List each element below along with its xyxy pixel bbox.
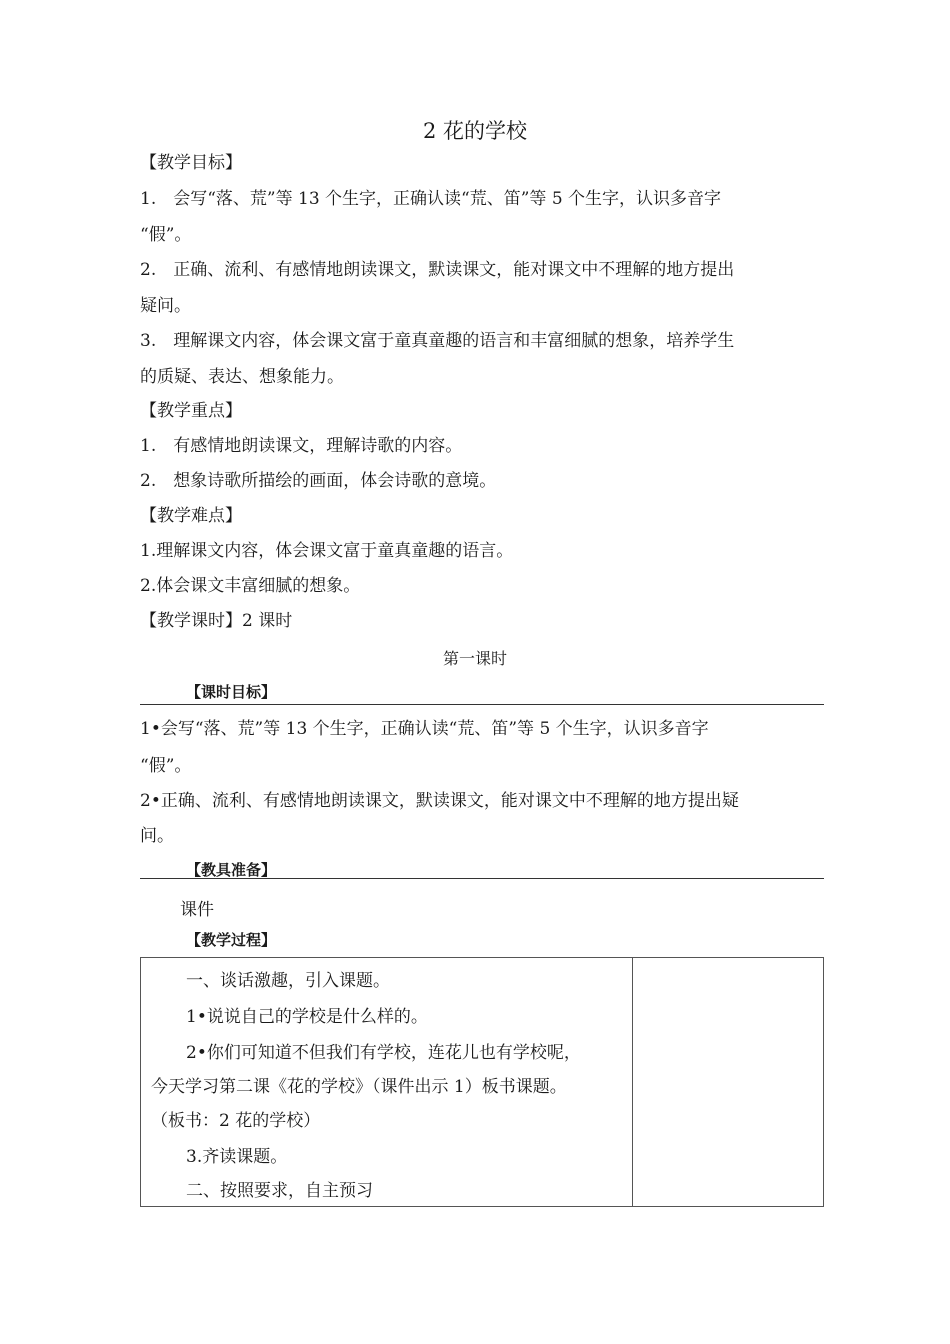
difficulty-line: 1.理解课文内容，体会课文富于童真童趣的语言。 <box>140 541 514 561</box>
table-column-divider <box>632 958 633 1206</box>
materials-text: 课件 <box>180 900 214 920</box>
goal-line: 的质疑、表达、想象能力。 <box>140 367 344 387</box>
objective-line: 2•正确、流利、有感情地朗读课文，默读课文，能对课文中不理解的地方提出疑 <box>140 791 739 811</box>
process-line: 2•你们可知道不但我们有学校，连花儿也有学校呢， <box>186 1043 581 1063</box>
process-line: （板书：2 花的学校） <box>151 1111 321 1131</box>
process-heading: 【教学过程】 <box>186 931 277 949</box>
key-point-line: 1. 有感情地朗读课文，理解诗歌的内容。 <box>140 436 463 456</box>
process-line: 3.齐读课题。 <box>186 1147 288 1167</box>
objectives-heading: 【课时目标】 <box>186 683 277 701</box>
process-line: 1•说说自己的学校是什么样的。 <box>186 1007 428 1027</box>
objective-line: “假”。 <box>140 756 192 776</box>
key-points-heading: 【教学重点】 <box>140 401 242 421</box>
difficulty-line: 2.体会课文丰富细腻的想象。 <box>140 576 361 596</box>
goal-line: “假”。 <box>140 225 192 245</box>
process-table <box>140 957 824 1207</box>
materials-heading: 【教具准备】 <box>186 861 277 879</box>
difficulties-heading: 【教学难点】 <box>140 506 242 526</box>
goal-line: 2. 正确、流利、有感情地朗读课文，默读课文，能对课文中不理解的地方提出 <box>140 260 735 280</box>
goal-line: 1. 会写“落、荒”等 13 个生字，正确认读“荒、笛”等 5 个生字，认识多音字 <box>140 189 722 209</box>
goal-line: 疑问。 <box>140 296 191 316</box>
goals-heading: 【教学目标】 <box>140 153 242 173</box>
periods-line: 【教学课时】2 课时 <box>140 611 293 631</box>
process-line: 一、谈话激趣，引入课题。 <box>186 971 390 991</box>
process-line: 二、按照要求，自主预习 <box>186 1181 373 1201</box>
key-point-line: 2. 想象诗歌所描绘的画面，体会诗歌的意境。 <box>140 471 497 491</box>
section-divider <box>140 878 824 879</box>
objective-line: 1•会写“落、荒”等 13 个生字，正确认读“荒、笛”等 5 个生字，认识多音字 <box>140 719 709 739</box>
section-divider <box>140 704 824 705</box>
process-line: 今天学习第二课《花的学校》（课件出示 1）板书课题。 <box>151 1077 567 1097</box>
page-title: 2 花的学校 <box>422 119 528 143</box>
objective-line: 问。 <box>140 826 174 846</box>
first-period-heading: 第一课时 <box>442 649 507 668</box>
goal-line: 3. 理解课文内容，体会课文富于童真童趣的语言和丰富细腻的想象，培养学生 <box>140 331 735 351</box>
